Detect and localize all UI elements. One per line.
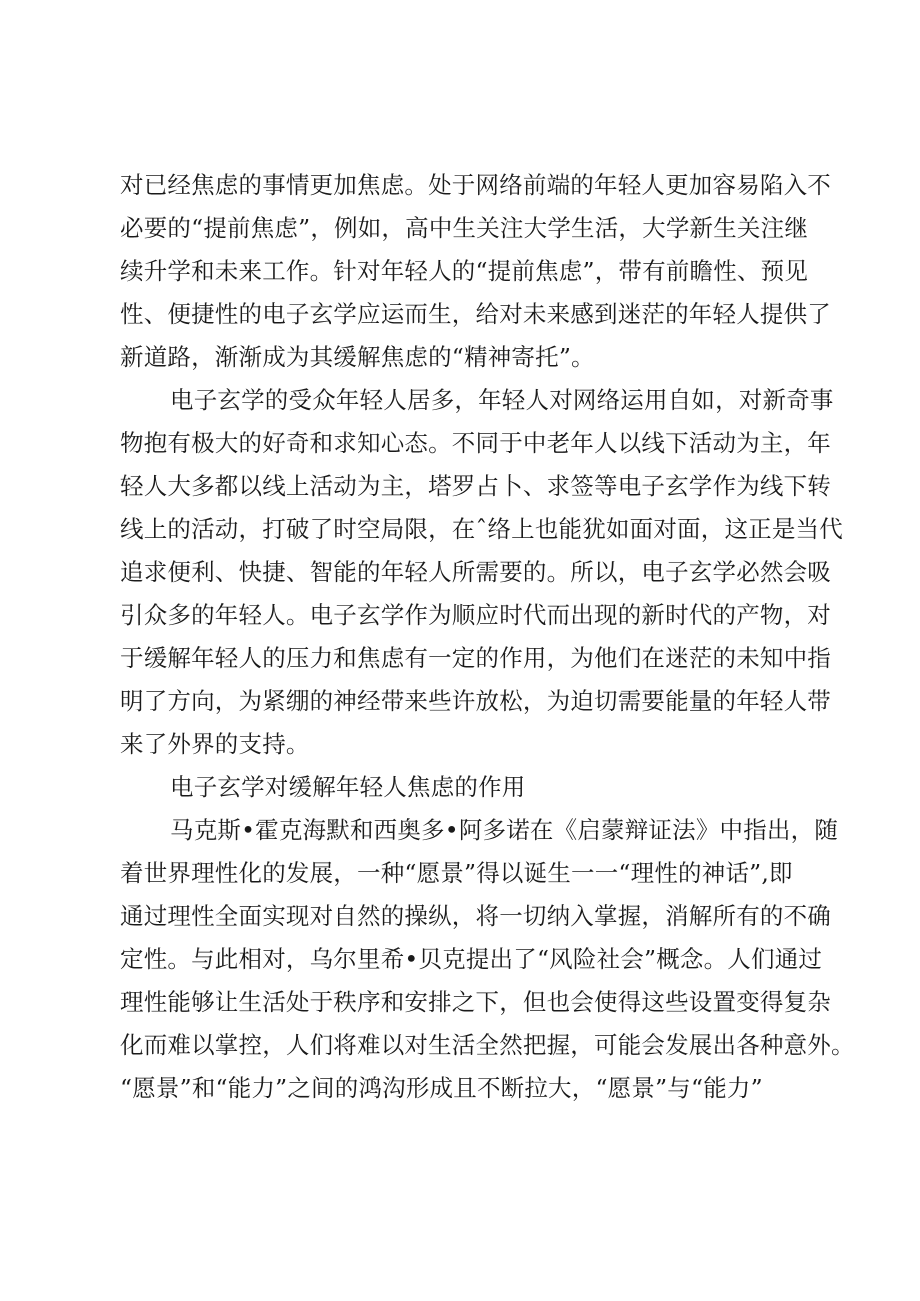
paragraph-1-line-1: 对已经焦虑的事情更加焦虑。处于网络前端的年轻人更加容易陷入不	[120, 171, 831, 199]
paragraph-1-line-2: 必要的“提前焦虑”，例如，高中生关注大学生活，大学新生关注继	[120, 214, 809, 242]
paragraph-3-line-1: 马克斯•霍克海默和西奥多•阿多诺在《启蒙辩证法》中指出，随	[170, 816, 839, 844]
paragraph-3-line-5: 理性能够让生活处于秩序和安排之下，但也会使得这些设置变得复杂	[120, 988, 831, 1016]
paragraph-2-line-7: 于缓解年轻人的压力和焦虑有一定的作用，为他们在迷茫的未知中指	[120, 644, 831, 672]
paragraph-3-line-3: 通过理性全面实现对自然的操纵，将一切纳入掌握，消解所有的不确	[120, 902, 831, 930]
paragraph-3-line-6: 化而难以掌控，人们将难以对生活全然把握，可能会发展出各种意外。	[120, 1031, 855, 1059]
paragraph-3-line-4: 定性。与此相对，乌尔里希•贝克提出了“风险社会”概念。人们通过	[120, 945, 823, 973]
paragraph-1-line-3: 续升学和未来工作。针对年轻人的“提前焦虑”，带有前瞻性、预见	[120, 257, 809, 285]
paragraph-3-line-7: “愿景”和“能力”之间的鸿沟形成且不断拉大，“愿景”与“能力”	[120, 1074, 763, 1102]
paragraph-2-line-6: 引众多的年轻人。电子玄学作为顺应时代而出现的新时代的产物，对	[120, 601, 831, 629]
paragraph-2-line-5: 追求便利、快捷、智能的年轻人所需要的。所以，电子玄学必然会吸	[120, 558, 831, 586]
paragraph-3-line-2: 着世界理性化的发展，一种“愿景”得以诞生一一“理性的神话”,即	[120, 859, 793, 887]
paragraph-1-line-5: 新道路，渐渐成为其缓解焦虑的“精神寄托”。	[120, 343, 595, 371]
paragraph-2-line-3: 轻人大多都以线上活动为主，塔罗占卜、求签等电子玄学作为线下转	[120, 472, 831, 500]
paragraph-2-line-2: 物抱有极大的好奇和求知心态。不同于中老年人以线下活动为主，年	[120, 429, 831, 457]
paragraph-1-line-4: 性、便捷性的电子玄学应运而生，给对未来感到迷茫的年轻人提供了	[120, 300, 831, 328]
section-heading: 电子玄学对缓解年轻人焦虑的作用	[170, 773, 526, 801]
paragraph-2-line-1: 电子玄学的受众年轻人居多，年轻人对网络运用自如，对新奇事	[170, 386, 834, 414]
paragraph-2-line-8: 明了方向，为紧绷的神经带来些许放松，为迫切需要能量的年轻人带	[120, 687, 831, 715]
paragraph-2-line-4: 线上的活动，打破了时空局限，在ˆ络上也能犹如面对面，这正是当代	[120, 515, 843, 543]
paragraph-2-line-9: 来了外界的支持。	[120, 730, 310, 758]
